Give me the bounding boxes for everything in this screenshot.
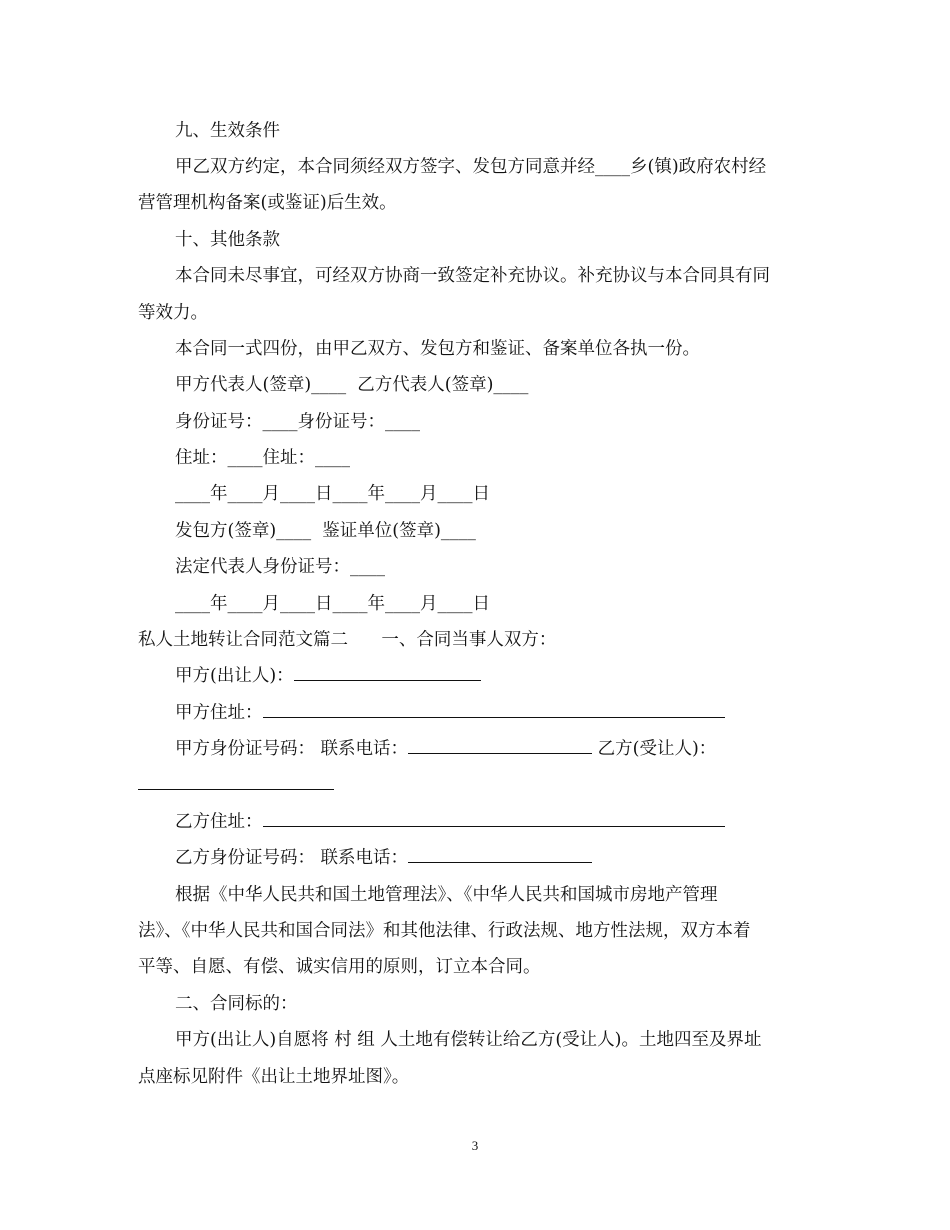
party-b-blank-line	[138, 774, 334, 796]
party-b-address-line	[175, 811, 725, 833]
party-b-id-label: 乙方身份证号码： 联系电话：	[175, 848, 409, 868]
blank-underline	[138, 774, 334, 790]
blank-underline	[263, 811, 725, 827]
date-line: ____年____月____日____年____月____日	[175, 484, 490, 504]
address-line: 住址：____住址：____	[175, 448, 350, 468]
section-heading-2: 二、合同标的：	[175, 994, 298, 1014]
date-line: ____年____月____日____年____月____日	[175, 594, 490, 614]
paragraph-line: 营管理机构备案(或鉴证)后生效。	[138, 193, 397, 213]
party-a-line	[175, 665, 481, 687]
party-a-address-label: 甲方住址：	[175, 703, 263, 723]
paragraph-line: 甲方(出让人)自愿将 村 组 人土地有偿转让给乙方(受让人)。土地四至及界址	[175, 1030, 762, 1050]
section-heading-9: 九、生效条件	[175, 121, 280, 141]
id-number-line: 身份证号：____身份证号：____	[175, 412, 420, 432]
party-a-id-line	[175, 738, 716, 760]
blank-underline	[408, 738, 592, 754]
party-a-id-label: 甲方身份证号码： 联系电话：	[175, 739, 409, 759]
paragraph-line: 点座标见附件《出让土地界址图》。	[138, 1067, 410, 1087]
paragraph-line: 等效力。	[138, 303, 208, 323]
blank-underline	[408, 847, 592, 863]
legal-rep-id-line: 法定代表人身份证号：____	[175, 557, 385, 577]
party-b-label: 乙方(受让人)：	[592, 739, 717, 759]
blank-underline	[294, 665, 481, 681]
paragraph-line: 甲乙双方约定，本合同须经双方签字、发包方同意并经____乡(镇)政府农村经	[175, 157, 767, 177]
party-b-address-label: 乙方住址：	[175, 812, 263, 832]
paragraph-line: 本合同未尽事宜，可经双方协商一致签定补充协议。补充协议与本合同具有同	[175, 266, 770, 286]
article-title: 私人土地转让合同范文篇二 一、合同当事人双方：	[138, 630, 557, 650]
party-a-address-line	[175, 702, 725, 724]
blank-underline	[263, 702, 725, 718]
signature-line: 发包方(签章)____ 鉴证单位(签章)____	[175, 521, 476, 541]
paragraph-line: 根据《中华人民共和国土地管理法》、《中华人民共和国城市房地产管理	[175, 885, 718, 905]
paragraph-line: 法》、《中华人民共和国合同法》和其他法律、行政法规、地方性法规，双方本着	[138, 921, 751, 941]
paragraph-line: 本合同一式四份，由甲乙双方、发包方和鉴证、备案单位各执一份。	[175, 339, 700, 359]
signature-line: 甲方代表人(签章)____ 乙方代表人(签章)____	[175, 375, 529, 395]
paragraph-line: 平等、自愿、有偿、诚实信用的原则，订立本合同。	[138, 957, 541, 977]
section-heading-10: 十、其他条款	[175, 230, 280, 250]
party-b-id-line	[175, 847, 592, 869]
page-number: 3	[471, 1138, 479, 1153]
party-a-label: 甲方(出让人)：	[175, 666, 294, 686]
